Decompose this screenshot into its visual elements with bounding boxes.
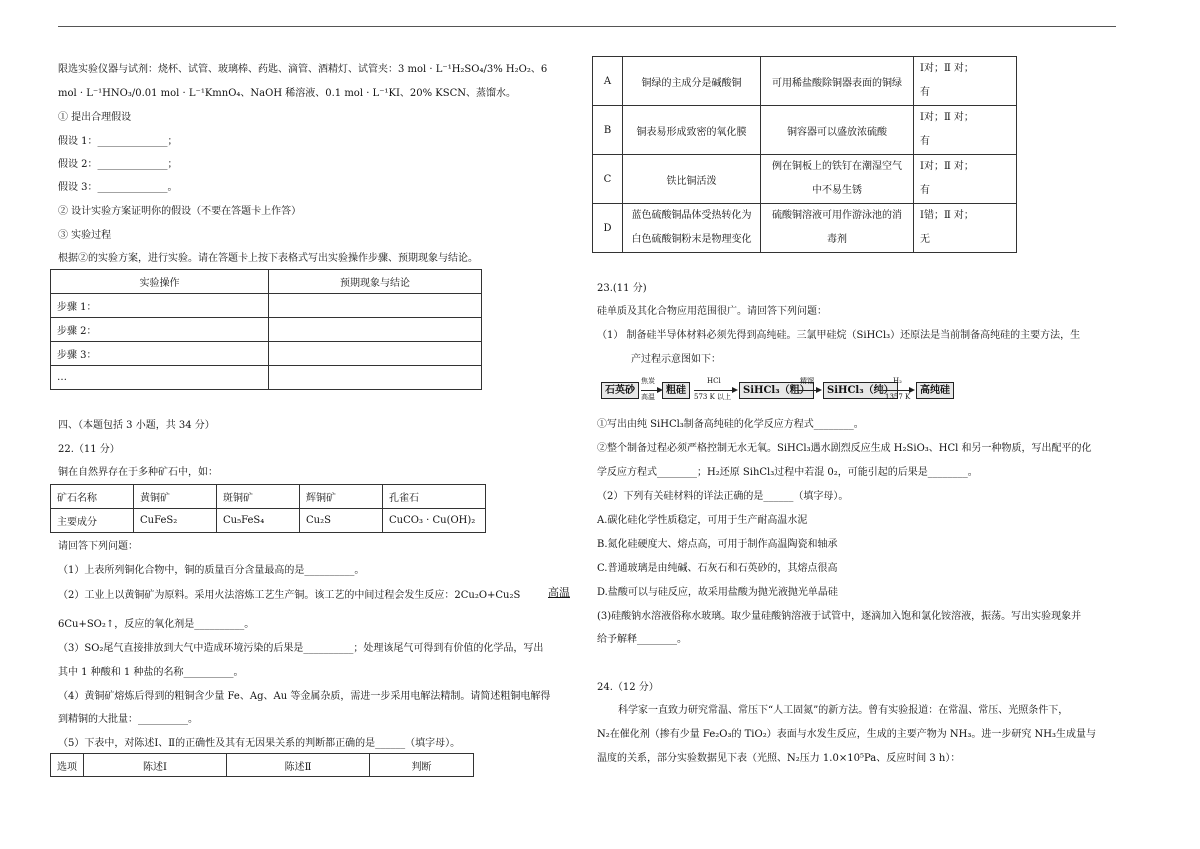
judge-s2: 例在铜板上的铁钉在潮湿空气 中不易生锈: [761, 155, 914, 204]
q23-part-3b: 给予解释________。: [597, 634, 687, 645]
q22-intro: 铜在自然界存在于多种矿石中，如：: [58, 467, 218, 478]
ore-name: 黄铜矿: [134, 485, 217, 509]
q22-part-3a: （3）SO₂尾气直接排放到大气中造成环境污染的后果是__________；处理该尾气可得到有价值的化学品，写出: [58, 643, 544, 654]
flow-box-quartz: 石英砂: [601, 382, 639, 399]
reagent-line-1: 限选实验仪器与试剂：烧杯、试管、玻璃棒、药匙、滴管、酒精灯、试管夹：3 mol · L⁻¹H₂SO₄/3% H₂O₂、6: [58, 64, 548, 75]
q22-part-5: （5）下表中，对陈述Ⅰ、Ⅱ的正确性及其有无因果关系的判断都正确的是______（填字母）。: [58, 738, 461, 749]
q23-sub-2b: 学反应方程式________；H₂还原 SihCl₃过程中若混 0₂，可能引起的后果是________。: [597, 467, 978, 478]
judge-s1: 铜绿的主成分是碱酸铜: [623, 57, 761, 106]
judge-result: Ⅰ对；Ⅱ 对； 有: [914, 106, 1017, 155]
exp-header-result: 预期现象与结论: [269, 270, 482, 294]
judge-result: Ⅰ对；Ⅱ 对； 有: [914, 57, 1017, 106]
step-process: ③ 实验过程: [58, 230, 112, 241]
ore-formula: Cu₅FeS₄: [217, 509, 300, 533]
q23-part-2: （2）下列有关硅材料的详法正确的是______（填字母）。: [597, 491, 849, 502]
ore-table: [50, 484, 486, 533]
q23-option-b: B.氮化硅硬度大、熔点高，可用于制作高温陶瓷和轴承: [597, 539, 838, 550]
flow-box-crude-si: 粗硅: [662, 382, 690, 399]
exp-cell: [269, 294, 482, 318]
q22-title: 22.（11 分）: [58, 444, 120, 455]
judge-option: B: [593, 106, 623, 155]
step-hypothesis: ① 提出合理假设: [58, 112, 132, 123]
q23-part-1b: 产过程示意图如下：: [631, 354, 721, 365]
table-row: [593, 155, 1017, 204]
q23-sub-1: ①写出由纯 SiHCl₃制备高纯硅的化学反应方程式________。: [597, 419, 864, 430]
q23-option-c: C.普通玻璃是由纯碱、石灰石和石英砂的，其熔点很高: [597, 563, 838, 574]
ore-formula: CuFeS₂: [134, 509, 217, 533]
q23-part-1a: （1） 制备硅半导体材料必须先得到高纯硅。三氯甲硅烷（SiHCl₃）还原法是当前制备高纯硅的主要方法，生: [597, 330, 1081, 341]
ore-label-name: 矿石名称: [51, 485, 134, 509]
exp-step-3: 步骤 3：: [51, 342, 269, 366]
judge-header-option: 选项: [51, 754, 84, 777]
q23-option-d: D.盐酸可以与硅反应，故采用盐酸为抛光液抛光单晶硅: [597, 587, 838, 598]
flow-arrow-bottom: 高温: [641, 393, 655, 401]
q22-prompt: 请回答下列问题：: [58, 541, 138, 552]
q22-part-3b: 其中 1 种酸和 1 种盐的名称__________。: [58, 667, 244, 678]
judge-table: [592, 56, 1017, 253]
q23-sub-2a: ②整个制备过程必须严格控制无水无氧。SiHCl₃遇水剧烈反应生成 H₂SiO₃、HCl 和另一种物质，写出配平的化: [597, 443, 1092, 454]
high-temp-condition: 高温: [548, 586, 570, 599]
experiment-table: [50, 269, 482, 390]
judge-s1: 铁比铜活泼: [623, 155, 761, 204]
exp-cell: [269, 366, 482, 390]
judge-header-s1: 陈述Ⅰ: [84, 754, 227, 777]
flow-arrow-top: 精馏: [800, 377, 814, 385]
flow-box-sihcl3-pure: SiHCl₃（纯）: [823, 382, 898, 399]
q22-part-1: （1）上表所列铜化合物中，铜的质量百分含量最高的是__________。: [58, 565, 365, 576]
hypothesis-1: 假设 1：______________；: [58, 136, 178, 147]
ore-formula: Cu₂S: [300, 509, 383, 533]
exp-step-more: …: [51, 366, 269, 390]
hypothesis-3: 假设 3：______________。: [58, 182, 178, 193]
flow-arrow-bottom: 573 K 以上: [694, 393, 732, 401]
judge-result: Ⅰ错；Ⅱ 对； 无: [914, 204, 1017, 253]
flow-arrow: [694, 390, 736, 391]
exp-cell: [269, 342, 482, 366]
judge-header-judge: 判断: [370, 754, 474, 777]
q23-option-a: A.碳化硅化学性质稳定，可用于生产耐高温水泥: [597, 515, 808, 526]
flow-arrow: [798, 390, 820, 391]
header-rule: [58, 26, 1116, 27]
judge-s2: 铜容器可以盛放浓硫酸: [761, 106, 914, 155]
ore-label-component: 主要成分: [51, 509, 134, 533]
judge-header-s2: 陈述Ⅱ: [227, 754, 370, 777]
q23-title: 23.(11 分): [597, 283, 647, 294]
judge-s1: 蓝色硫酸铜晶体受热转化为 白色硫酸铜粉末是物理变化: [623, 204, 761, 253]
exp-step-1: 步骤 1：: [51, 294, 269, 318]
flow-box-sihcl3-crude: SiHCl₃（粗）: [739, 382, 814, 399]
q22-part-4b: 到精铜的大批量：__________。: [58, 714, 198, 725]
ore-formula: CuCO₃ · Cu(OH)₂: [383, 509, 486, 533]
q24-line-1: 科学家一直致力研究常温、常压下“人工固氮”的新方法。曾有实验报道：在常温、常压、光照条件下，: [618, 705, 1069, 716]
table-row: [593, 57, 1017, 106]
flow-arrow-top: H₂: [893, 377, 902, 385]
q24-line-3: 温度的关系，部分实验数据见下表（光照、N₂压力 1.0×10⁵Pa、反应时间 3 h）：: [597, 753, 961, 764]
q22-part-4a: （4）黄铜矿熔炼后得到的粗铜含少量 Fe、Ag、Au 等金属杂质，需进一步采用电解法精制。请简述粗铜电解得: [58, 691, 551, 702]
hypothesis-2: 假设 2：______________；: [58, 159, 178, 170]
ore-name: 孔雀石: [383, 485, 486, 509]
exp-header-operation: 实验操作: [51, 270, 269, 294]
judge-s2: 硫酸铜溶液可用作游泳池的消 毒剂: [761, 204, 914, 253]
flow-arrow: [883, 390, 913, 391]
judge-table-header: [50, 753, 474, 777]
reagent-line-2: mol · L⁻¹HNO₃/0.01 mol · L⁻¹KmnO₄、NaOH 稀溶液、0.1 mol · L⁻¹KI、20% KSCN、蒸馏水。: [58, 88, 517, 99]
table-row: [593, 204, 1017, 253]
q23-part-3a: (3)硅酸钠水溶液俗称水玻璃。取少量硅酸钠溶液于试管中，逐滴加入饱和氯化铵溶液，振荡。写出实验现象并: [597, 611, 1082, 622]
exp-cell: [269, 318, 482, 342]
ore-name: 辉铜矿: [300, 485, 383, 509]
judge-option: D: [593, 204, 623, 253]
flow-arrow-top: HCl: [707, 377, 721, 385]
flow-arrow-bottom: 1357 K: [885, 393, 911, 401]
q22-part-2b: 6Cu+SO₂↑，反应的氧化剂是__________。: [58, 619, 255, 630]
flow-box-pure-si: 高纯硅: [916, 382, 954, 399]
exp-step-2: 步骤 2：: [51, 318, 269, 342]
judge-s1: 铜表易形成致密的氧化膜: [623, 106, 761, 155]
q24-title: 24.（12 分）: [597, 682, 659, 693]
flow-arrow: [641, 390, 661, 391]
judge-option: C: [593, 155, 623, 204]
process-instruction: 根据②的实验方案，进行实验。请在答题卡上按下表格式写出实验操作步骤、预期现象与结论。: [58, 253, 478, 264]
step-design: ② 设计实验方案证明你的假设（不要在答题卡上作答）: [58, 206, 302, 217]
section-4-heading: 四、（本题包括 3 小题，共 34 分）: [58, 420, 215, 431]
judge-option: A: [593, 57, 623, 106]
ore-name: 斑铜矿: [217, 485, 300, 509]
q22-part-2a: （2）工业上以黄铜矿为原料。采用火法溶炼工艺生产铜。该工艺的中间过程会发生反应：2Cu₂O+Cu₂S: [58, 590, 521, 601]
flow-arrow-top: 焦炭: [641, 377, 655, 385]
judge-s2: 可用稀盐酸除铜器表面的铜绿: [761, 57, 914, 106]
judge-result: Ⅰ对；Ⅱ 对； 有: [914, 155, 1017, 204]
table-row: [593, 106, 1017, 155]
q23-intro: 硅单质及其化合物应用范围很广。请回答下列问题：: [597, 306, 827, 317]
q24-line-2: N₂在催化剂（掺有少量 Fe₂O₃的 TiO₂）表面与水发生反应，生成的主要产物为 NH₃。进一步研究 NH₃生成量与: [597, 729, 1097, 740]
